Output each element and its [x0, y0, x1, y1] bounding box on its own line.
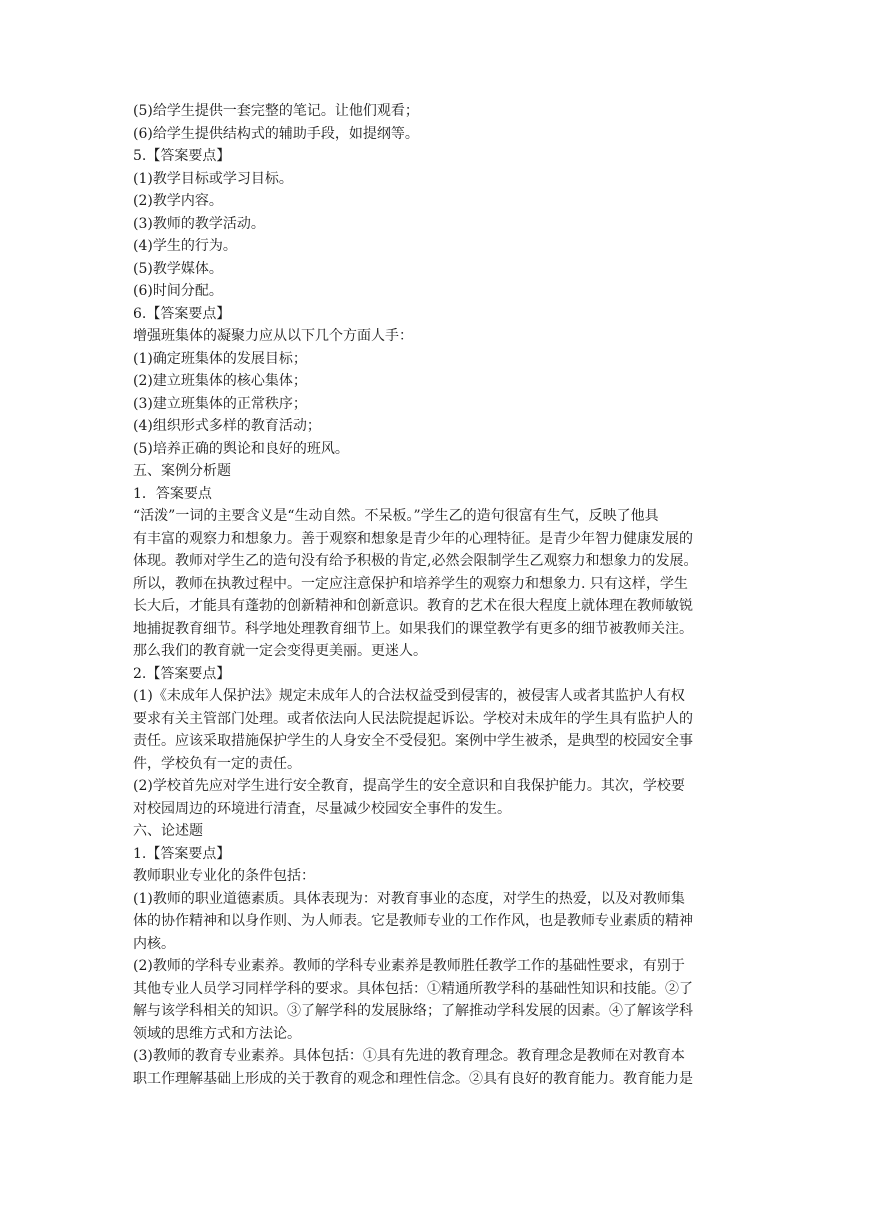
text-line: 增强班集体的凝聚力应从以下几个方面人手：	[133, 328, 413, 344]
text-line: 有丰富的观察力和想象力。善于观察和想象是青少年的心理特征。是青少年智力健康发展的	[133, 530, 693, 547]
text-line: (1)教学目标或学习目标。	[133, 170, 293, 187]
text-line: (5)教学媒体。	[133, 260, 223, 277]
text-line: “活泼”一词的主要含义是“生动自然。不呆板。”学生乙的造句很富有生气，反映了他具	[133, 508, 659, 524]
text-line: 长大后，才能具有蓬勃的创新精神和创新意识。教育的艺术在很大程度上就体理在教师敏锐	[133, 598, 693, 614]
text-line: 解与该学科相关的知识。③了解学科的发展脉络；了解推动学科发展的因素。④了解该学科	[133, 1003, 693, 1019]
text-line: 职工作理解基础上形成的关于教育的观念和理性信念。②具有良好的教育能力。教育能力是	[133, 1070, 693, 1087]
text-line: (6)给学生提供结构式的辅助手段，如提纲等。	[133, 125, 419, 142]
text-line: 所以，教师在执教过程中。一定应注意保护和培养学生的观察力和想象力. 只有这样，学生	[133, 575, 688, 592]
text-line: (2)建立班集体的核心集体；	[133, 373, 307, 389]
text-line: 五、案例分析题	[133, 463, 231, 479]
text-line: 1.【答案要点】	[133, 845, 231, 862]
text-line: 其他专业人员学习同样学科的要求。具体包括：①精通所教学科的基础性知识和技能。②了	[133, 980, 693, 997]
text-line: 体现。教师对学生乙的造句没有给予积极的肯定,必然会限制学生乙观察力和想象力的发展。	[133, 553, 698, 569]
text-line: 5.【答案要点】	[133, 148, 231, 164]
text-line: (4)学生的行为。	[133, 238, 237, 254]
text-line: 六、论述题	[133, 823, 203, 839]
text-line: 内核。	[133, 935, 175, 952]
text-line: 对校园周边的环境进行清査，尽量减少校园安全事件的发生。	[133, 800, 511, 817]
text-line: 1．答案要点	[133, 485, 212, 502]
text-line: (2)教学内容。	[133, 193, 223, 209]
text-line: (2)学校首先应对学生进行安全教育，提高学生的安全意识和自我保护能力。其次，学校要	[133, 778, 685, 794]
text-line: 件，学校负有一定的责任。	[133, 755, 301, 772]
text-line: (3)教师的教育专业素养。具体包括：①具有先进的教育理念。教育理念是教师在对教育本	[133, 1048, 685, 1064]
text-line: 6.【答案要点】	[133, 305, 231, 322]
text-line: 体的协作精神和以身作则、为人师表。它是教师专业的工作作风，也是教师专业素质的精神	[133, 913, 693, 929]
text-line: (5)给学生提供一套完整的笔记。让他们观看；	[133, 103, 419, 119]
text-line: (1)教师的职业道德素质。具体表现为：对教育事业的态度，对学生的热爱，以及对教师集	[133, 890, 685, 907]
document-page	[133, 100, 741, 1090]
text-line: (1)确定班集体的发展目标；	[133, 350, 307, 367]
text-line: 要求有关主管部门处理。或者依法向人民法院提起诉讼。学校对未成年的学生具有监护人的	[133, 710, 693, 727]
text-line: (1)《未成年人保护法》规定未成年人的合法权益受到侵害的，被侵害人或者其监护人有权	[133, 688, 685, 704]
text-line: (2)教师的学科专业素养。教师的学科专业素养是教师胜任教学工作的基础性要求，有别于	[133, 958, 685, 974]
text-line: 地捕捉教育细节。科学地处理教育细节上。如果我们的课堂教学有更多的细节被教师关注。	[133, 620, 693, 637]
text-line: (4)组织形式多样的教育活动；	[133, 418, 321, 434]
text-line: 2.【答案要点】	[133, 665, 231, 682]
text-line: 领域的思维方式和方法论。	[133, 1025, 301, 1042]
text-line: 责任。应该采取措施保护学生的人身安全不受侵犯。案例中学生被杀，是典型的校园安全事	[133, 733, 693, 749]
text-line: 教师职业专业化的条件包括：	[133, 868, 315, 884]
text-line: (3)教师的教学活动。	[133, 215, 265, 232]
text-line: 那么我们的教育就一定会变得更美丽。更迷人。	[133, 643, 427, 659]
text-line: (3)建立班集体的正常秩序；	[133, 395, 307, 412]
text-line: (5)培养正确的舆论和良好的班风。	[133, 440, 349, 457]
text-line: (6)时间分配。	[133, 283, 223, 299]
